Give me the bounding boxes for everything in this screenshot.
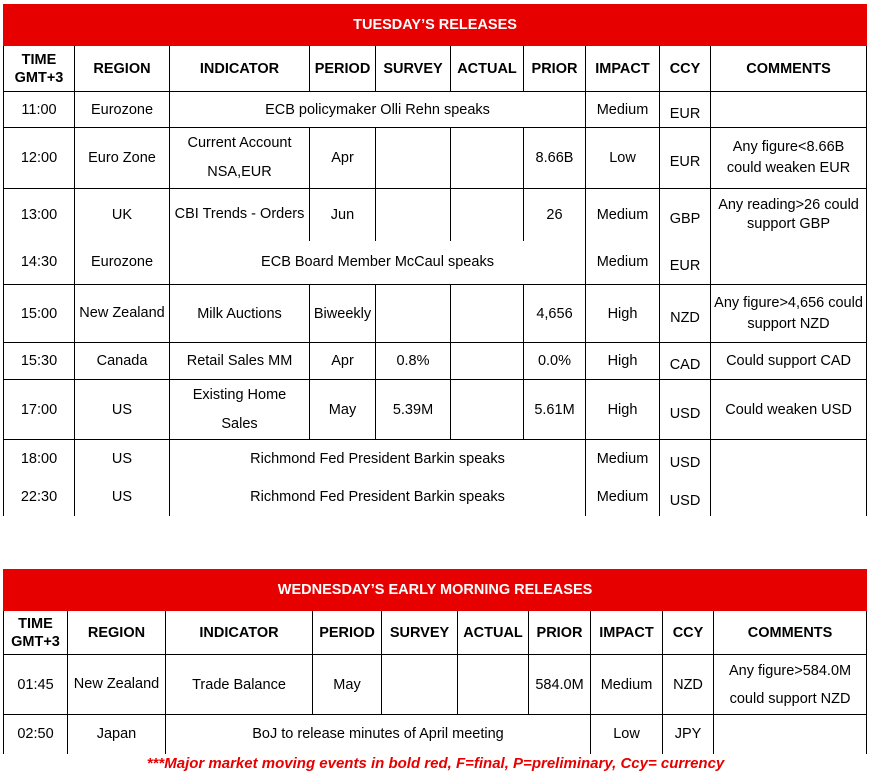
indicator-cell: Current Account NSA,EUR: [170, 128, 310, 189]
actual-cell: [451, 380, 524, 440]
ccy-cell: [660, 189, 711, 241]
region-cell: New Zealand: [75, 285, 170, 343]
impact-cell: High: [586, 343, 660, 380]
time-cell: 02:50: [4, 715, 68, 754]
indicator-cell: Richmond Fed President Barkin speaks: [170, 478, 586, 516]
col-comments: COMMENTS: [711, 46, 867, 92]
ccy-value: CAD: [669, 357, 701, 373]
time-cell: 18:00: [4, 440, 75, 478]
impact-cell: Medium: [586, 478, 660, 516]
ccy-cell: [660, 380, 711, 440]
wednesday-releases-table: [3, 569, 867, 754]
region-cell: US: [75, 440, 170, 478]
prior-cell: 8.66B: [524, 128, 586, 189]
table-row: [4, 343, 867, 380]
impact-cell: Medium: [586, 440, 660, 478]
col-actual: ACTUAL: [451, 46, 524, 92]
region-cell: Canada: [75, 343, 170, 380]
actual-cell: [451, 285, 524, 343]
impact-cell: High: [586, 380, 660, 440]
col-survey: SURVEY: [376, 46, 451, 92]
actual-cell: [451, 189, 524, 241]
impact-cell: Medium: [586, 92, 660, 128]
impact-cell: High: [586, 285, 660, 343]
col-time: TIME GMT+3: [4, 611, 68, 655]
ccy-cell: [660, 478, 711, 516]
region-cell: UK: [75, 189, 170, 241]
ccy-value: GBP: [669, 210, 701, 227]
col-period: PERIOD: [313, 611, 382, 655]
col-prior: PRIOR: [529, 611, 591, 655]
table-row: [4, 715, 867, 754]
table-row: [4, 478, 867, 516]
col-region: REGION: [75, 46, 170, 92]
col-prior: PRIOR: [524, 46, 586, 92]
indicator-cell: Trade Balance: [166, 655, 313, 715]
table-row: [4, 655, 867, 715]
comments-cell: [714, 715, 867, 754]
tuesday-releases-table: [3, 4, 867, 516]
time-cell: 17:00: [4, 380, 75, 440]
period-cell: May: [313, 655, 382, 715]
survey-cell: [376, 128, 451, 189]
ccy-value: EUR: [669, 105, 701, 122]
comments-cell: [711, 241, 867, 285]
tuesday-title: TUESDAY’S RELEASES: [4, 5, 867, 46]
region-cell: New Zealand: [68, 655, 166, 715]
survey-cell: [382, 655, 458, 715]
comments-cell: Any reading>26 could support GBP: [711, 189, 867, 241]
table-row: [4, 92, 867, 128]
table-row: [4, 241, 867, 285]
wednesday-header-row: [4, 611, 867, 655]
time-cell: 01:45: [4, 655, 68, 715]
time-cell: 14:30: [4, 241, 75, 285]
comments-cell: Any figure>4,656 could support NZD: [711, 285, 867, 343]
region-cell: Eurozone: [75, 241, 170, 285]
comments-cell: Any figure<8.66B could weaken EUR: [711, 128, 867, 189]
prior-cell: 584.0M: [529, 655, 591, 715]
table-row: [4, 128, 867, 189]
col-indicator: INDICATOR: [170, 46, 310, 92]
survey-cell: [376, 285, 451, 343]
survey-cell: [376, 189, 451, 241]
period-cell: Biweekly: [310, 285, 376, 343]
region-cell: Euro Zone: [75, 128, 170, 189]
period-cell: Jun: [310, 189, 376, 241]
indicator-cell: CBI Trends - Orders: [170, 189, 310, 241]
table-row: [4, 189, 867, 241]
ccy-cell: [660, 92, 711, 128]
comments-cell: [711, 440, 867, 478]
region-cell: US: [75, 478, 170, 516]
col-comments: COMMENTS: [714, 611, 867, 655]
col-indicator: INDICATOR: [166, 611, 313, 655]
ccy-cell: JPY: [663, 715, 714, 754]
region-cell: Japan: [68, 715, 166, 754]
comments-cell: [711, 92, 867, 128]
indicator-cell: Milk Auctions: [170, 285, 310, 343]
period-cell: Apr: [310, 128, 376, 189]
region-cell: Eurozone: [75, 92, 170, 128]
ccy-value: USD: [669, 405, 701, 422]
ccy-value: EUR: [669, 258, 701, 275]
ccy-value: EUR: [669, 154, 701, 170]
table-row: [4, 440, 867, 478]
prior-cell: 26: [524, 189, 586, 241]
impact-cell: Medium: [586, 189, 660, 241]
ccy-cell: [660, 128, 711, 189]
ccy-cell: [660, 285, 711, 343]
actual-cell: [458, 655, 529, 715]
time-cell: 15:00: [4, 285, 75, 343]
period-cell: May: [310, 380, 376, 440]
footnote: ***Major market moving events in bold red, F=final, P=preliminary, Ccy= currency: [146, 755, 725, 772]
ccy-cell: [660, 241, 711, 285]
col-ccy: CCY: [660, 46, 711, 92]
impact-cell: Medium: [591, 655, 663, 715]
comments-cell: Any figure>584.0M could support NZD: [714, 655, 867, 715]
indicator-cell: Retail Sales MM: [170, 343, 310, 380]
survey-cell: 5.39M: [376, 380, 451, 440]
ccy-value: USD: [669, 492, 701, 509]
prior-cell: 4,656: [524, 285, 586, 343]
col-impact: IMPACT: [591, 611, 663, 655]
col-ccy: CCY: [663, 611, 714, 655]
table-row: [4, 380, 867, 440]
ccy-cell: [660, 440, 711, 478]
col-actual: ACTUAL: [458, 611, 529, 655]
table-row: [4, 285, 867, 343]
actual-cell: [451, 128, 524, 189]
time-cell: 15:30: [4, 343, 75, 380]
actual-cell: [451, 343, 524, 380]
col-survey: SURVEY: [382, 611, 458, 655]
tuesday-header-row: [4, 46, 867, 92]
col-impact: IMPACT: [586, 46, 660, 92]
col-period: PERIOD: [310, 46, 376, 92]
ccy-value: NZD: [670, 309, 700, 326]
indicator-cell: ECB policymaker Olli Rehn speaks: [170, 92, 586, 128]
region-cell: US: [75, 380, 170, 440]
time-cell: 11:00: [4, 92, 75, 128]
ccy-value: USD: [669, 454, 701, 471]
indicator-cell: Richmond Fed President Barkin speaks: [170, 440, 586, 478]
prior-cell: 0.0%: [524, 343, 586, 380]
ccy-cell: NZD: [663, 655, 714, 715]
comments-cell: [711, 478, 867, 516]
time-cell: 13:00: [4, 189, 75, 241]
impact-cell: Medium: [586, 241, 660, 285]
comments-cell: Could support CAD: [711, 343, 867, 380]
indicator-cell: BoJ to release minutes of April meeting: [166, 715, 591, 754]
period-cell: Apr: [310, 343, 376, 380]
comments-cell: Could weaken USD: [711, 380, 867, 440]
prior-cell: 5.61M: [524, 380, 586, 440]
col-time: TIME GMT+3: [4, 46, 75, 92]
impact-cell: Low: [586, 128, 660, 189]
indicator-cell: ECB Board Member McCaul speaks: [170, 241, 586, 285]
time-cell: 22:30: [4, 478, 75, 516]
ccy-cell: [660, 343, 711, 380]
col-region: REGION: [68, 611, 166, 655]
time-cell: 12:00: [4, 128, 75, 189]
indicator-cell: Existing Home Sales: [170, 380, 310, 440]
wednesday-title: WEDNESDAY’S EARLY MORNING RELEASES: [4, 570, 867, 611]
impact-cell: Low: [591, 715, 663, 754]
survey-cell: 0.8%: [376, 343, 451, 380]
